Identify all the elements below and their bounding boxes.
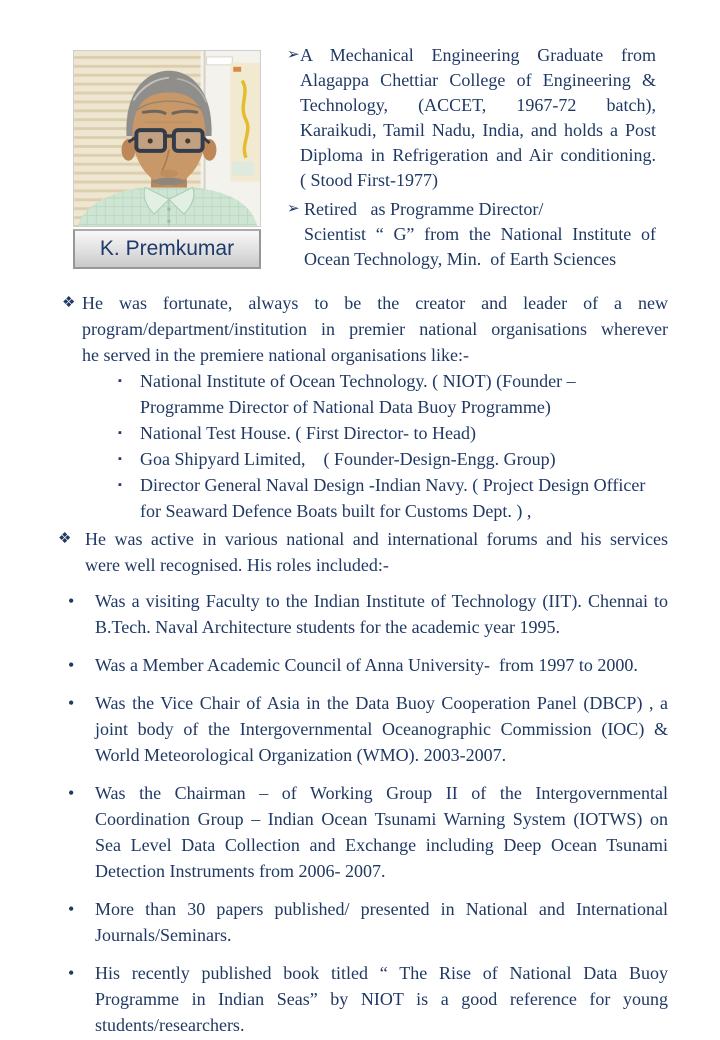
text-line: Scientist “ G” from the National Institute of [304, 224, 656, 244]
text-line: He was active in various national and international forums and his services [85, 529, 668, 549]
organisation-item [118, 420, 668, 446]
text-line: Was the Vice Chair of Asia in the Data Buoy Cooperation Panel (DBCP) , a [95, 693, 668, 713]
intro-item [287, 43, 656, 193]
text-line: Karaikudi, Tamil Nadu, India, and holds a Post [300, 120, 656, 140]
text-line: Programme Director of National Data Buoy Programme) [140, 397, 551, 417]
text-line: Sea Level Data Collection and Exchange including Deep Ocean Tsunami [95, 835, 668, 855]
item-text [140, 472, 668, 524]
organisation-item [118, 368, 668, 420]
diamond-bullet-icon: ❖ [58, 531, 72, 547]
text-line: Technology, (ACCET, 1967-72 batch), [300, 95, 656, 115]
diamond-bullet-icon: ❖ [62, 295, 76, 311]
arrow-bullet-icon: ➢ [287, 47, 300, 63]
text-line: Coordination Group – Indian Ocean Tsunami Warning System (IOTWS) on [95, 809, 668, 829]
text-line: National Institute of Ocean Technology. ( NIOT) (Founder – [140, 371, 576, 391]
role-item [68, 780, 668, 884]
dot-bullet-icon: • [68, 693, 75, 713]
text-line: More than 30 papers published/ presented in National and International [95, 899, 668, 919]
dot-bullet-icon: • [68, 899, 75, 919]
main-content [0, 290, 720, 1040]
text-line: He was fortunate, always to be the creator and leader of a new [82, 293, 668, 313]
item-text [140, 446, 668, 472]
text-line: he served in the premiere national organisations like:- [82, 345, 470, 365]
text-line: were well recognised. His roles included:- [85, 555, 389, 575]
organisations-list [118, 368, 668, 524]
intro-text [300, 43, 656, 193]
text-line: Diploma in Refrigeration and Air conditioning. [300, 145, 656, 165]
square-bullet-icon: ▪ [118, 453, 122, 465]
text-line: program/department/institution in premier national organisations wherever [82, 319, 668, 339]
text-line: Was the Chairman – of Working Group II of the Intergovernmental [95, 783, 668, 803]
text-line: His recently published book titled “ The Rise of National Data Buoy [95, 963, 668, 983]
roles-list [68, 588, 668, 1038]
text-line: students/researchers. [95, 1015, 245, 1035]
profile-photo [73, 50, 261, 227]
poster [230, 63, 260, 182]
text-line: Was a visiting Faculty to the Indian Institute of Technology (IIT). Chennai to [95, 591, 668, 611]
square-bullet-icon: ▪ [118, 479, 122, 491]
dot-bullet-icon: • [68, 655, 75, 675]
text-line: Goa Shipyard Limited, ( Founder-Design-Engg. Group) [140, 449, 556, 469]
item-text [140, 368, 668, 420]
text-line: World Meteorological Organization (WMO). 2003-2007. [95, 745, 507, 765]
dot-bullet-icon: • [68, 963, 75, 983]
text-line: Alagappa Chettiar College of Engineering & [300, 70, 656, 90]
text-line: A Mechanical Engineering Graduate from [300, 45, 656, 65]
item-text [95, 690, 668, 768]
text-line: Ocean Technology, Min. of Earth Sciences [304, 249, 617, 269]
dot-bullet-icon: • [68, 783, 75, 803]
fortunate-paragraph [62, 290, 668, 368]
item-text [140, 420, 668, 446]
role-item [68, 652, 668, 678]
organisation-item [118, 472, 668, 524]
text-line: joint body of the Intergovernmental Oceanographic Commission (IOC) & [95, 719, 668, 739]
text-line: Journals/Seminars. [95, 925, 232, 945]
role-item [68, 588, 668, 640]
item-text [95, 652, 668, 678]
square-bullet-icon: ▪ [118, 375, 122, 387]
dot-bullet-icon: • [68, 591, 75, 611]
role-item [68, 896, 668, 948]
item-text [95, 780, 668, 884]
item-text [95, 896, 668, 948]
intro-list [287, 43, 656, 272]
text-line: Detection Instruments from 2006- 2007. [95, 861, 386, 881]
text-line: Was a Member Academic Council of Anna University- from 1997 to 2000. [95, 655, 638, 675]
text-line: Retired as Programme Director/ [304, 199, 544, 219]
square-bullet-icon: ▪ [118, 427, 122, 439]
text-line: National Test House. ( First Director- to Head) [140, 423, 476, 443]
intro-text [304, 197, 656, 272]
text-line: for Seaward Defence Boats built for Customs Dept. ) , [140, 501, 532, 521]
text-line: B.Tech. Naval Architecture students for the academic year 1995. [95, 617, 561, 637]
intro-item [287, 197, 656, 272]
item-text [95, 588, 668, 640]
item-text [95, 960, 668, 1038]
arrow-bullet-icon: ➢ [287, 201, 300, 217]
text-line: Programme in Indian Seas” by NIOT is a good reference for young [95, 989, 668, 1009]
profile-caption: K. Premkumar [73, 229, 261, 269]
paragraph-text [85, 526, 668, 578]
nose [160, 170, 178, 178]
profile-photo-block [73, 50, 261, 269]
role-item [68, 960, 668, 1038]
active-paragraph [58, 526, 668, 578]
text-line: Director General Naval Design -Indian Navy. ( Project Design Officer [140, 475, 646, 495]
role-item [68, 690, 668, 768]
organisation-item [118, 446, 668, 472]
paragraph-text [82, 290, 668, 368]
text-line: ( Stood First-1977) [300, 170, 439, 190]
